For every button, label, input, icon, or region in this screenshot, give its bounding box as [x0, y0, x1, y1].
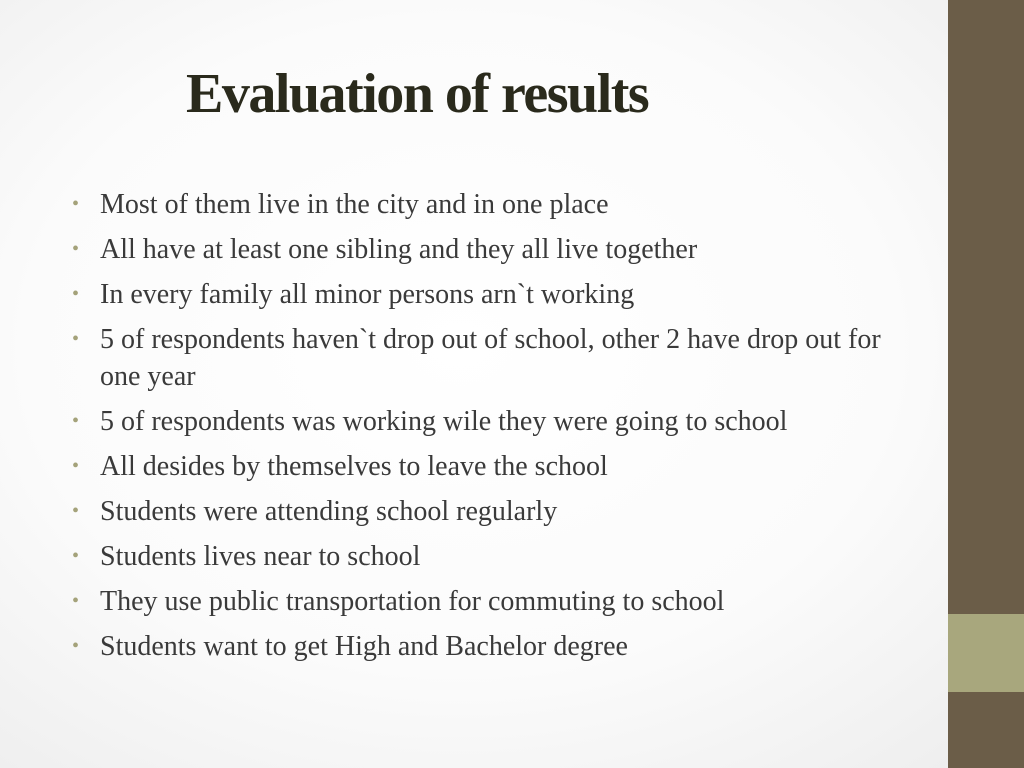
bullet-item — [72, 186, 902, 223]
bullet-list — [72, 186, 902, 673]
bullet-item — [72, 538, 902, 575]
bullet-dot-icon: • — [72, 545, 80, 567]
bullet-text: Students lives near to school — [100, 541, 421, 572]
side-accent-block — [948, 614, 1024, 692]
bullet-text: All desides by themselves to leave the school — [100, 451, 608, 482]
bullet-text: In every family all minor persons arn`t working — [100, 279, 635, 310]
bullet-item — [72, 231, 902, 268]
bullet-item — [72, 493, 902, 530]
slide-title: Evaluation of results — [186, 63, 649, 125]
bullet-dot-icon: • — [72, 455, 80, 477]
bullet-dot-icon: • — [72, 193, 80, 215]
bullet-item — [72, 321, 902, 395]
bullet-dot-icon: • — [72, 283, 80, 305]
bullet-text: Students want to get High and Bachelor degree — [100, 631, 628, 662]
bullet-dot-icon: • — [72, 410, 80, 432]
bullet-item — [72, 403, 902, 440]
bullet-item — [72, 448, 902, 485]
bullet-text: Most of them live in the city and in one place — [100, 189, 609, 220]
bullet-dot-icon: • — [72, 635, 80, 657]
bullet-dot-icon: • — [72, 500, 80, 522]
bullet-text: All have at least one sibling and they all live together — [100, 234, 698, 265]
bullet-item — [72, 628, 902, 665]
bullet-text: Students were attending school regularly — [100, 496, 558, 527]
bullet-dot-icon: • — [72, 328, 80, 350]
bullet-dot-icon: • — [72, 238, 80, 260]
bullet-dot-icon: • — [72, 590, 80, 612]
bullet-text: 5 of respondents was working wile they were going to school — [100, 406, 788, 437]
bullet-text: 5 of respondents haven`t drop out of school, other 2 have drop out for one year — [100, 324, 881, 392]
bullet-text: They use public transportation for commuting to school — [100, 586, 725, 617]
bullet-item — [72, 583, 902, 620]
bullet-item — [72, 276, 902, 313]
